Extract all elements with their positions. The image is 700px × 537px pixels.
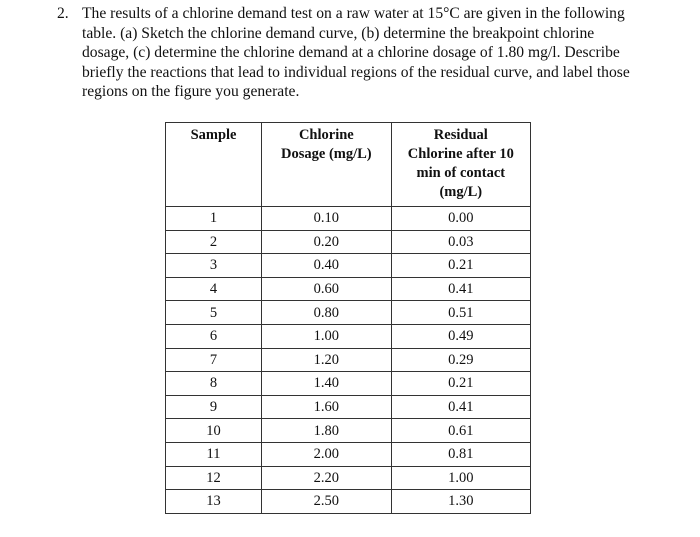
table-row [166, 277, 531, 301]
cell-dosage: 1.60 [262, 395, 392, 419]
cell-residual: 0.49 [391, 324, 530, 348]
cell-residual: 0.29 [391, 348, 530, 372]
table-row [166, 442, 531, 466]
table-row [166, 419, 531, 443]
question-line: The results of a chlorine demand test on a raw water at 15°C are given in the following [82, 5, 625, 22]
cell-dosage: 0.10 [262, 207, 392, 231]
chlorine-demand-table [165, 122, 531, 514]
cell-residual: 0.21 [391, 372, 530, 396]
cell-dosage: 1.80 [262, 419, 392, 443]
header-dosage-line: Chlorine [298, 127, 354, 143]
question-line: dosage, (c) determine the chlorine demand at a chlorine dosage of 1.80 mg/l. Describe [82, 44, 620, 62]
cell-sample: 10 [166, 419, 262, 443]
header-residual [391, 123, 530, 207]
cell-residual: 0.61 [391, 419, 530, 443]
cell-dosage: 1.40 [262, 372, 392, 396]
cell-sample: 11 [166, 442, 262, 466]
header-residual-line: Chlorine after 10 [407, 146, 514, 162]
table-row [166, 466, 531, 490]
cell-residual: 0.03 [391, 230, 530, 254]
cell-dosage: 2.00 [262, 442, 392, 466]
table-row [166, 395, 531, 419]
cell-residual: 0.00 [391, 207, 530, 231]
cell-residual: 0.81 [391, 442, 530, 466]
cell-dosage: 2.50 [262, 490, 392, 514]
cell-residual: 0.41 [391, 277, 530, 301]
cell-sample: 2 [166, 230, 262, 254]
cell-residual: 0.51 [391, 301, 530, 325]
table-row [166, 490, 531, 514]
header-sample [166, 123, 262, 207]
cell-dosage: 0.40 [262, 254, 392, 278]
cell-sample: 6 [166, 324, 262, 348]
cell-dosage: 2.20 [262, 466, 392, 490]
header-dosage [262, 123, 392, 207]
cell-dosage: 0.80 [262, 301, 392, 325]
question-number: 2. [57, 5, 69, 22]
cell-sample: 3 [166, 254, 262, 278]
header-residual-line: min of contact [416, 165, 506, 181]
cell-residual: 1.30 [391, 490, 530, 514]
header-residual-line: Residual [433, 127, 488, 143]
cell-sample: 13 [166, 490, 262, 514]
table-row [166, 348, 531, 372]
question-line: table. (a) Sketch the chlorine demand curve, (b) determine the breakpoint chlorine [82, 24, 595, 42]
cell-sample: 5 [166, 301, 262, 325]
cell-sample: 12 [166, 466, 262, 490]
table-header-row [166, 123, 531, 207]
cell-sample: 1 [166, 207, 262, 231]
table-row [166, 301, 531, 325]
table-row [166, 324, 531, 348]
cell-residual: 0.21 [391, 254, 530, 278]
cell-dosage: 0.60 [262, 277, 392, 301]
cell-dosage: 1.20 [262, 348, 392, 372]
header-sample-label: Sample [190, 127, 237, 143]
table-row [166, 207, 531, 231]
table-body [166, 207, 531, 514]
cell-sample: 4 [166, 277, 262, 301]
table-row [166, 254, 531, 278]
table-row [166, 372, 531, 396]
cell-dosage: 1.00 [262, 324, 392, 348]
header-residual-line: (mg/L) [439, 184, 483, 200]
question-block [57, 4, 677, 102]
question-text [82, 4, 677, 102]
cell-residual: 1.00 [391, 466, 530, 490]
cell-sample: 8 [166, 372, 262, 396]
header-dosage-line: Dosage (mg/L) [281, 146, 372, 162]
question-line: briefly the reactions that lead to individual regions of the residual curve, and label those [82, 63, 630, 81]
cell-sample: 9 [166, 395, 262, 419]
question-line: regions on the figure you generate. [82, 83, 300, 101]
cell-sample: 7 [166, 348, 262, 372]
cell-dosage: 0.20 [262, 230, 392, 254]
cell-residual: 0.41 [391, 395, 530, 419]
table-row [166, 230, 531, 254]
